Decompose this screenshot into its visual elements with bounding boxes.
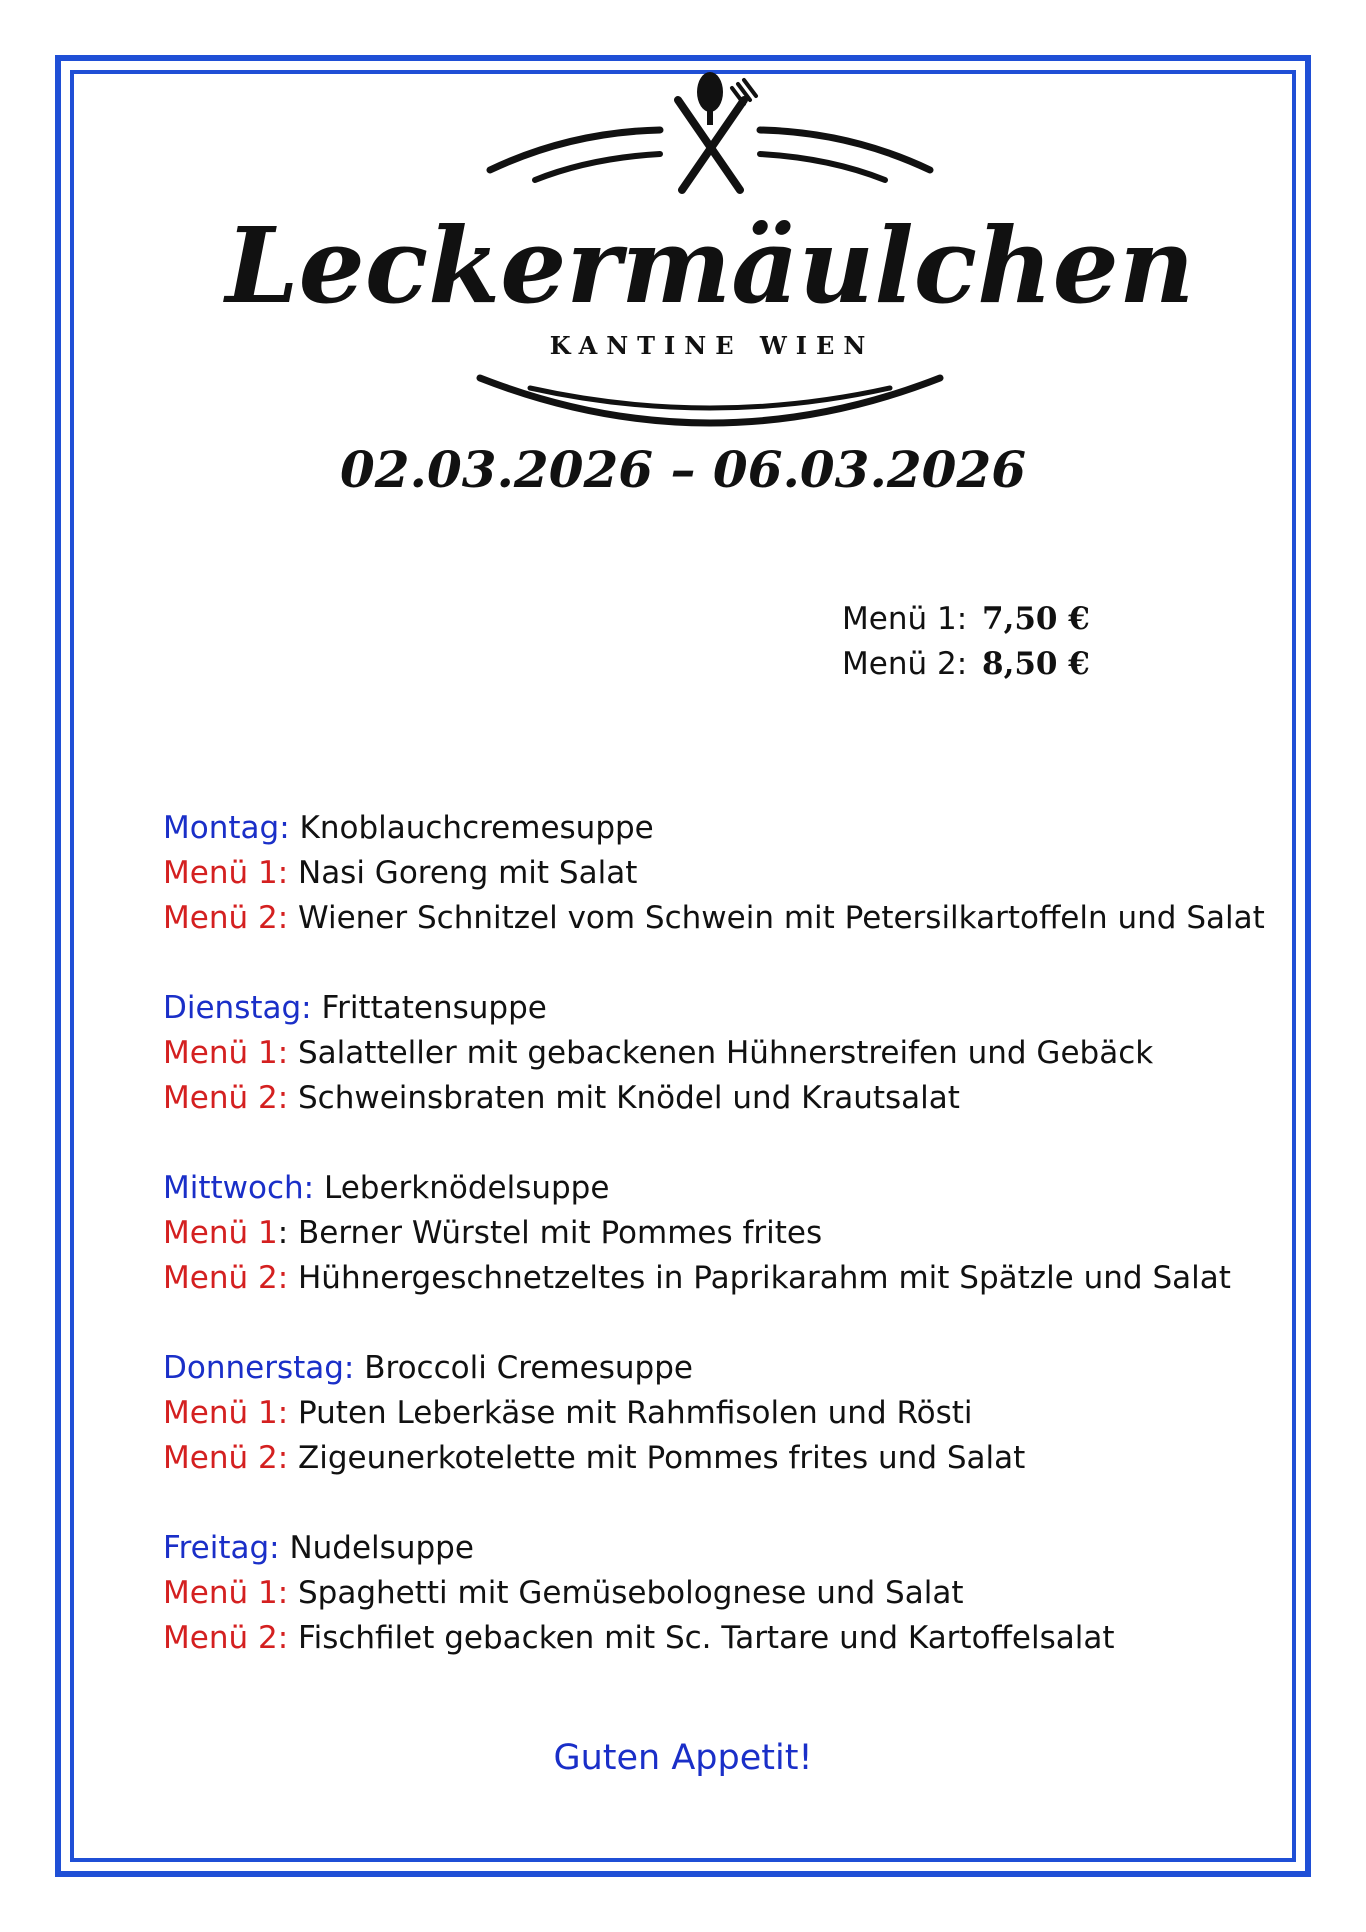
soup-name: Knoblauchcremesuppe [299, 810, 654, 846]
menu-2-line [163, 1256, 1265, 1301]
day-label: Dienstag: [163, 990, 312, 1026]
logo-arc-bottom-outer [480, 378, 940, 423]
menu-dish: Hühnergeschnetzeltes in Paprikarahm mit Spätzle und Salat [298, 1260, 1231, 1296]
menu-1-line [163, 1391, 1265, 1436]
price-list [842, 596, 1090, 686]
menu-label: Menü 1: [163, 855, 289, 891]
menu-dish: Fischfilet gebacken mit Sc. Tartare und Kartoffelsalat [298, 1620, 1115, 1656]
menu-dish: Zigeunerkotelette mit Pommes frites und Salat [298, 1440, 1026, 1476]
menu-label: Menü 2: [163, 1080, 289, 1116]
day-label: Donnerstag: [163, 1350, 355, 1386]
day-block-donnerstag [163, 1346, 1265, 1481]
logo-arc-top-right-inner [760, 154, 885, 180]
menu-dish: Wiener Schnitzel vom Schwein mit Petersilkartoffeln und Salat [298, 900, 1265, 936]
logo-arc-top-left-inner [535, 154, 660, 180]
soup-name: Leberknödelsuppe [323, 1170, 610, 1206]
logo-arc-bottom-inner [530, 388, 890, 408]
date-range: 02.03.2026 – 06.03.2026 [339, 440, 1027, 499]
menu-1-line [163, 1211, 1265, 1256]
day-label: Mittwoch: [163, 1170, 315, 1206]
menu-label: Menü 1: [163, 1395, 289, 1431]
day-block-montag [163, 806, 1265, 941]
brand-subtitle: KANTINE WIEN [549, 331, 875, 360]
day-block-mittwoch [163, 1166, 1265, 1301]
price-label: Menü 1: [842, 600, 968, 637]
menu-2-line [163, 1436, 1265, 1481]
soup-line [163, 1166, 1265, 1211]
menu-label: Menü 2: [163, 1440, 289, 1476]
menu-1-line [163, 1031, 1265, 1076]
price-value: 7,50 € [982, 600, 1090, 637]
soup-line [163, 1526, 1265, 1571]
menu-2-line [163, 896, 1265, 941]
menu-label: Menü 1: [163, 1575, 289, 1611]
menu-2-line [163, 1076, 1265, 1121]
menu-dish: : Berner Würstel mit Pommes frites [277, 1215, 823, 1251]
price-row-menu-1 [842, 596, 1090, 641]
soup-line [163, 1346, 1265, 1391]
day-block-freitag [163, 1526, 1265, 1661]
brand-logo [225, 70, 1195, 430]
menu-2-line [163, 1616, 1265, 1661]
menu-1-line [163, 851, 1265, 896]
menu-label: Menü 2: [163, 1260, 289, 1296]
menu-dish: Salatteller mit gebackenen Hühnerstreifen und Gebäck [298, 1035, 1154, 1071]
price-label: Menü 2: [842, 645, 968, 682]
price-value: 8,50 € [982, 645, 1090, 682]
menu-dish: Schweinsbraten mit Knödel und Krautsalat [298, 1080, 960, 1116]
menu-dish: Spaghetti mit Gemüsebolognese und Salat [298, 1575, 964, 1611]
day-label: Freitag: [163, 1530, 280, 1566]
soup-name: Nudelsuppe [289, 1530, 474, 1566]
weekly-menu [163, 806, 1265, 1706]
soup-line [163, 806, 1265, 851]
price-row-menu-2 [842, 641, 1090, 686]
closing-greeting: Guten Appetit! [553, 1738, 813, 1778]
menu-label: Menü 1 [163, 1215, 278, 1251]
menu-label: Menü 2: [163, 1620, 289, 1656]
fork-spoon-knife-icon [678, 72, 756, 190]
day-label: Montag: [163, 810, 290, 846]
menu-label: Menü 2: [163, 900, 289, 936]
menu-label: Menü 1: [163, 1035, 289, 1071]
soup-line [163, 986, 1265, 1031]
menu-dish: Puten Leberkäse mit Rahmfisolen und Rösti [298, 1395, 973, 1431]
soup-name: Frittatensuppe [321, 990, 547, 1026]
day-block-dienstag [163, 986, 1265, 1121]
menu-dish: Nasi Goreng mit Salat [298, 855, 638, 891]
menu-1-line [163, 1571, 1265, 1616]
brand-name: Leckermäulchen [225, 204, 1195, 327]
soup-name: Broccoli Cremesuppe [364, 1350, 693, 1386]
